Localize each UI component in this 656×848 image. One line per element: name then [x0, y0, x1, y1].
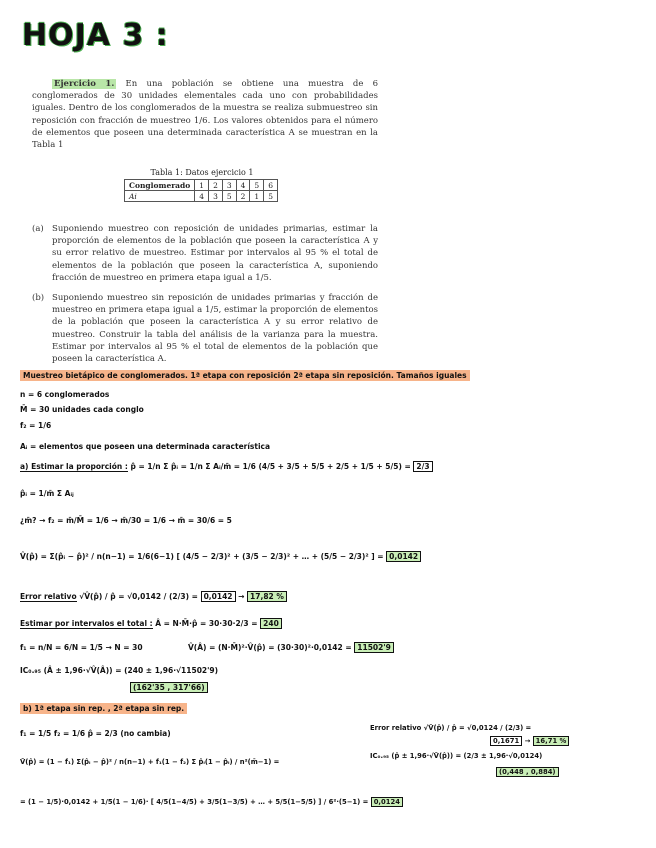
relative-error-mid: 0,0142	[201, 591, 236, 602]
f1-derivation: f₁ = n/N = 6/N = 1/5 → N = 30	[20, 643, 143, 652]
table-cell: 4	[236, 180, 250, 191]
total-result: 240	[260, 618, 282, 629]
variance-line	[20, 552, 421, 561]
table-row	[125, 191, 278, 202]
proportion-result: 2/3	[413, 461, 432, 472]
table-caption: Tabla 1: Datos ejercicio 1	[150, 168, 254, 177]
total-line	[20, 619, 282, 628]
note-n: n = 6 conglomerados	[20, 390, 110, 399]
table-header-cell: Ai	[125, 191, 195, 202]
confidence-interval-formula: IC₀.₉₅ (Â ± 1,96·√V̂(Â)) = (240 ± 1,96·√11502'9)	[20, 666, 219, 675]
variance-formula: V̂(p̂) = Σ(p̂ᵢ − p̂)² / n(n−1) = 1/6(6−1) [ (4/5 − 2/3)² + (3/5 − 2/3)² + … + (5/5 − 2/3)² ] =	[20, 552, 384, 561]
pi-formula: p̂ᵢ = 1/m̄ Σ Aᵢⱼ	[20, 489, 74, 498]
variance-total-result: 11502'9	[354, 642, 394, 653]
variance-result: 0,0142	[386, 551, 421, 562]
part-b-error-line	[370, 724, 531, 732]
table-cell: 5	[222, 191, 236, 202]
part-b-error-results: 0,1671 → 16,71 %	[490, 737, 569, 745]
note-ai: Aᵢ = elementos que poseen una determinada característica	[20, 442, 271, 451]
item-a-text: Suponiendo muestreo con reposición de unidades primarias, estimar la proporción de elementos de la población que poseen la característica A y su error relativo de muestreo. Estimar por intervalos al 95 % el total de elementos de la población que poseen la característica A, suponiendo fracción de muestreo en primera etapa igual a 1/5.	[52, 224, 378, 283]
table-cell: 3	[209, 191, 223, 202]
part-b-ci-result: (0,448 , 0,884)	[496, 767, 559, 777]
data-table	[124, 179, 278, 202]
variance-total-formula: V̂(Â) = (N·M̄)²·V̂(p̂) = (30·30)²·0,0142 =	[188, 643, 352, 652]
part-b-variance-calc	[20, 798, 403, 806]
total-heading: Estimar por intervalos el total :	[20, 619, 153, 628]
variance-total-line	[188, 643, 394, 652]
table-row	[125, 180, 278, 191]
relative-error-result: 17,82 %	[247, 591, 287, 602]
part-b-variance-expression: = (1 − 1/5)·0,0142 + 1/5(1 − 1/6)· [ 4/5(1−4/5) + 3/5(1−3/5) + … + 5/5(1−5/5) ] / 6²·(5−1) =	[20, 798, 369, 806]
relative-error-heading: Error relativo	[20, 592, 77, 601]
item-b-text: Suponiendo muestreo sin reposición de unidades primarias y fracción de muestreo en primera etapa igual a 1/5, estimar la proporción de elementos de la población que poseen la característica A y su error relativo de muestreo. Construir la tabla del análisis de la varianza para la muestra. Estimar por intervalos al 95 % el total de elementos de la población que poseen la característica A.	[52, 293, 378, 365]
table-cell: 3	[222, 180, 236, 191]
table-cell: 1	[250, 191, 264, 202]
part-a-heading: a) Estimar la proporción :	[20, 462, 128, 471]
item-b-label: (b)	[32, 293, 45, 303]
note-f2: f₂ = 1/6	[20, 421, 52, 430]
exercise-statement	[32, 78, 378, 151]
note-m: M̄ = 30 unidades cada conglo	[20, 405, 144, 414]
exercise-label: Ejercicio 1.	[54, 79, 115, 89]
table-cell: 2	[236, 191, 250, 202]
table-header-cell: Conglomerado	[125, 180, 195, 191]
table-cell: 1	[195, 180, 209, 191]
table-cell: 6	[264, 180, 278, 191]
proportion-formula: p̂ = 1/n Σ p̂ᵢ = 1/n Σ Aᵢ/m̄ = 1/6 (4/5 + 3/5 + 5/5 + 2/5 + 1/5 + 5/5) =	[130, 462, 411, 471]
item-a-label: (a)	[32, 224, 44, 234]
part-b-fractions: f₁ = 1/5 f₂ = 1/6 p̂ = 2/3 (no cambia)	[20, 729, 171, 738]
part-b-variance-result: 0,0124	[371, 797, 403, 807]
m-derivation: ¿m̄? → f₂ = m̄/M̄ = 1/6 → m̄/30 = 1/6 → m̄ = 30/6 = 5	[20, 516, 232, 525]
confidence-interval-result: (162'35 , 317'66)	[130, 682, 208, 693]
table-cell: 5	[264, 191, 278, 202]
part-a-proportion	[20, 462, 433, 471]
relative-error-line: Error relativo √V̂(p̂) / p̂ = √0,0142 / (2/3) = 0,0142 → 17,82 %	[20, 592, 287, 601]
table-cell: 2	[209, 180, 223, 191]
part-b-error-mid: 0,1671	[490, 736, 522, 746]
table-cell: 5	[250, 180, 264, 191]
table-cell: 4	[195, 191, 209, 202]
part-b-variance-formula: V̂(p̂) = (1 − f₁) Σ(p̂ᵢ − p̂)² / n(n−1) + f₁(1 − f₂) Σ p̂ᵢ(1 − p̂ᵢ) / n²(m̄−1) =	[20, 758, 280, 766]
notes-header: Muestreo bietápico de conglomerados. 1ª etapa con reposición 2ª etapa sin reposición. Tamaños iguales	[20, 370, 470, 381]
relative-error-formula: √V̂(p̂) / p̂ = √0,0142 / (2/3) =	[79, 592, 198, 601]
part-b-heading: b) 1ª etapa sin rep. , 2ª etapa sin rep.	[20, 703, 187, 714]
part-b-error-formula: √V̂(p̂) / p̂ = √0,0124 / (2/3) =	[423, 724, 532, 732]
page-title: HOJA 3 :	[22, 18, 169, 53]
total-formula: Â = N·M̄·p̂ = 30·30·2/3 =	[155, 619, 258, 628]
part-b-ci-formula: IC₀.₉₅ (p̂ ± 1,96·√V̂(p̂)) = (2/3 ± 1,96·√0,0124)	[370, 752, 543, 760]
part-b-error-result: 16,71 %	[533, 736, 570, 746]
part-b-error-heading: Error relativo	[370, 724, 422, 732]
exercise-paragraph: En una población se obtiene una muestra de 6 conglomerados de 30 unidades elementales cada uno con probabilidades iguales. Dentro de los conglomerados de la muestra se realiza submuestreo sin reposición con fracción de muestreo 1/6. Los valores obtenidos para el número de elementos que poseen una determinada característica A se muestran en la Tabla 1	[32, 79, 378, 151]
